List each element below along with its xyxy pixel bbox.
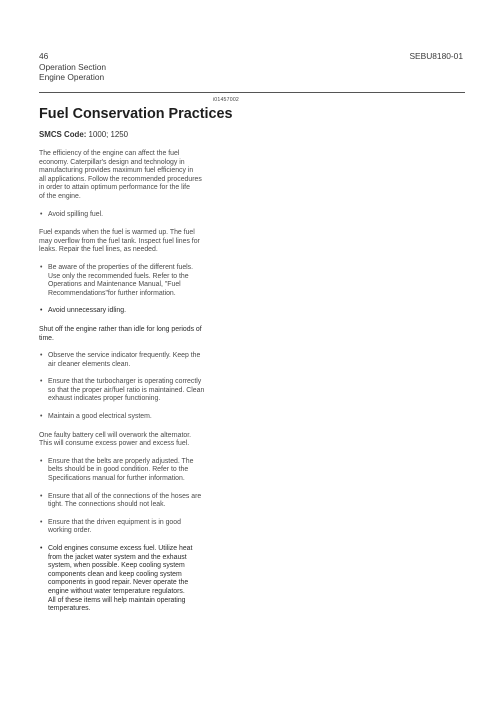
bullet-item — [39, 493, 239, 510]
text-line: Fuel expands when the fuel is warmed up. The fuel — [39, 229, 195, 237]
text-line: belts should be in good condition. Refer to the — [48, 466, 189, 474]
text-line: Shut off the engine rather than idle for long periods of — [39, 325, 202, 333]
text-line: air cleaner elements clean. — [48, 360, 131, 368]
text-line: This will consume excess power and excess fuel. — [39, 440, 190, 448]
text-line: The efficiency of the engine can affect the fuel — [39, 150, 180, 157]
bullet-item — [39, 378, 239, 404]
text-line: tight. The connections should not leak. — [48, 501, 166, 509]
bullet-marker: • — [40, 263, 43, 271]
bullet-item — [39, 211, 239, 220]
smcs-value: 1000; 1250 — [86, 130, 129, 139]
body-paragraph — [39, 150, 239, 202]
text-line: all applications. Follow the recommended procedures — [39, 175, 202, 183]
header-divider — [39, 92, 465, 93]
bullet-marker: • — [40, 518, 43, 526]
text-line: Recommendations"for further information. — [48, 289, 176, 297]
text-line: Maintain a good electrical system. — [48, 413, 152, 421]
text-line: Avoid unnecessary idling. — [48, 307, 127, 315]
text-line: Operations and Maintenance Manual, "Fuel — [48, 281, 181, 289]
section-name: Operation Section — [39, 61, 107, 72]
subsection-name: Engine Operation — [39, 72, 105, 83]
page-number: 46 — [39, 51, 49, 61]
text-line: of the engine. — [39, 192, 81, 200]
document-code: SEBU8180-01 — [409, 51, 463, 61]
bullet-marker: • — [40, 307, 43, 315]
text-line: One faulty battery cell will overwork the alternator. — [39, 431, 192, 439]
text-line: Ensure that the turbocharger is operating correctly — [48, 378, 202, 386]
document-id: i01457002 — [212, 97, 239, 103]
text-line: All of these items will help maintain operating — [48, 596, 186, 604]
text-line: working order. — [48, 527, 92, 535]
text-line: Use only the recommended fuels. Refer to the — [48, 272, 189, 280]
text-line: Be aware of the properties of the different fuels. — [48, 263, 194, 271]
text-line: in order to attain optimum performance for the life — [39, 184, 190, 192]
bullet-item — [39, 545, 239, 614]
bullet-marker: • — [40, 413, 43, 421]
body-paragraph — [39, 432, 239, 449]
bullet-marker: • — [40, 210, 43, 218]
smcs-code — [39, 130, 239, 140]
article-title: Fuel Conservation Practices — [39, 106, 233, 122]
page-header-left — [39, 51, 106, 83]
article-body — [39, 150, 239, 614]
body-paragraph — [39, 229, 239, 255]
text-line: Cold engines consume excess fuel. Utilize heat — [48, 545, 193, 552]
bullet-marker: • — [40, 457, 43, 465]
article-column — [39, 97, 239, 614]
text-line: engine without water temperature regulators. — [48, 587, 185, 595]
bullet-item — [39, 264, 239, 298]
bullet-item — [39, 519, 239, 536]
bullet-marker: • — [40, 352, 43, 360]
bullet-item — [39, 352, 239, 369]
text-line: temperatures. — [48, 605, 91, 613]
text-line: components in good repair. Never operate the — [48, 579, 189, 587]
text-line: may overflow from the fuel tank. Inspect fuel lines for — [39, 237, 200, 245]
text-line: manufacturing provides maximum fuel efficiency in — [39, 167, 194, 175]
bullet-marker: • — [40, 492, 43, 500]
bullet-item — [39, 458, 239, 484]
text-line: leaks. Repair the fuel lines, as needed. — [39, 246, 158, 254]
body-paragraph — [39, 326, 239, 343]
bullet-item — [39, 307, 239, 316]
text-line: time. — [39, 334, 54, 342]
text-line: Specifications manual for further information. — [48, 475, 185, 483]
text-line: Ensure that all of the connections of the hoses are — [48, 492, 202, 500]
text-line: Ensure that the belts are properly adjusted. The — [48, 457, 194, 465]
bullet-item — [39, 413, 239, 422]
text-line: economy. Caterpillar's design and technology in — [39, 158, 185, 166]
text-line: exhaust indicates proper functioning. — [48, 395, 161, 403]
text-line: system, when possible. Keep cooling system — [48, 562, 185, 570]
smcs-label: SMCS Code: — [39, 130, 87, 139]
text-line: Avoid spilling fuel. — [48, 210, 104, 218]
text-line: so that the proper air/fuel ratio is maintained. Clean — [48, 386, 205, 394]
bullet-marker: • — [40, 545, 43, 552]
text-line: components clean and keep cooling system — [48, 570, 182, 578]
text-line: Observe the service indicator frequently. Keep the — [48, 352, 201, 360]
text-line: Ensure that the driven equipment is in good — [48, 518, 181, 526]
text-line: from the jacket water system and the exhaust — [48, 553, 187, 561]
bullet-marker: • — [40, 378, 43, 386]
